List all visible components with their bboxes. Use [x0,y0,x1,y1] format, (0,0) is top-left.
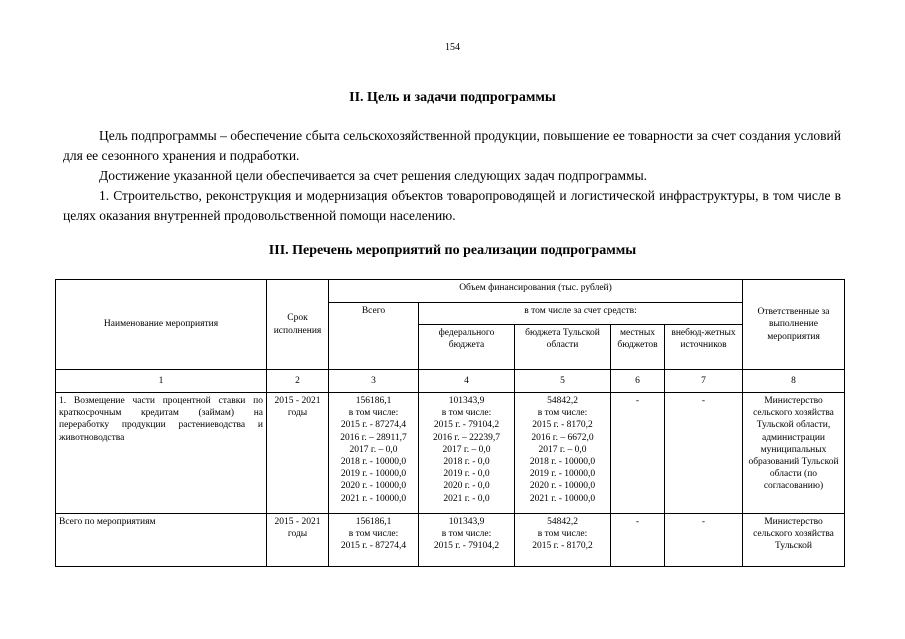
total-total: 156186,1 в том числе: 2015 г. - 87274,4 [329,514,419,567]
header-extra: внебюд-жетных источников [665,325,743,370]
page-number: 154 [445,42,460,53]
measures-table [55,279,845,567]
table-row-total [56,514,845,567]
col-number: 4 [419,370,515,393]
table-row [56,393,845,514]
column-numbers-row [56,370,845,393]
total-extra: - [665,514,743,567]
section-3-title: III. Перечень мероприятий по реализации подпрограммы [268,243,637,258]
measure-name: 1. Возмещение части процентной ставки по краткосрочным кредитам (займам) на переработку продукции растениеводства и животноводства [56,393,267,514]
total-regional: 54842,2 в том числе: 2015 г. - 8170,2 [515,514,611,567]
header-funding: Объем финансирования (тыс. рублей) [329,280,743,303]
measure-local: - [611,393,665,514]
measure-federal: 101343,9 в том числе: 2015 г. - 79104,2 2016 г. – 22239,7 2017 г. – 0,0 2018 г. - 0,0 2019 г. - 0,0 2020 г. - 0,0 2021 г. - 0,0 [419,393,515,514]
section-2-title: II. Цель и задачи подпрограммы [349,90,556,105]
header-term: Срок исполнения [267,280,329,370]
total-responsible: Министерство сельского хозяйства Тульской [743,514,845,567]
col-number: 5 [515,370,611,393]
col-number: 6 [611,370,665,393]
header-federal: федерального бюджета [419,325,515,370]
measure-term: 2015 - 2021 годы [267,393,329,514]
header-name: Наименование мероприятия [56,280,267,370]
total-local: - [611,514,665,567]
measure-responsible: Министерство сельского хозяйства Тульской области, администрации муниципальных образований Тульской области (по согласованию) [743,393,845,514]
total-term: 2015 - 2021 годы [267,514,329,567]
header-row-1 [56,280,845,303]
col-number: 1 [56,370,267,393]
measure-extra: - [665,393,743,514]
goal-paragraph: Цель подпрограммы – обеспечение сбыта сельскохозяйственной продукции, повышение ее товарности за счет создания условий для ее сезонного хранения и подработки. [63,128,841,163]
col-number: 7 [665,370,743,393]
task-1-paragraph: 1. Строительство, реконструкция и модернизация объектов товаропроводящей и логистической инфраструктуры, в том числе в целях оказания внутренней продовольственной помощи населению. [63,188,841,223]
measure-total: 156186,1 в том числе: 2015 г. - 87274,4 2016 г. – 28911,7 2017 г. – 0,0 2018 г. - 10000,0 2019 г. - 10000,0 2020 г. - 10000,0 2021 г. - 10000,0 [329,393,419,514]
total-name: Всего по мероприятиям [56,514,267,567]
header-total: Всего [329,303,419,370]
measure-regional: 54842,2 в том числе: 2015 г. - 8170,2 2016 г. – 6672,0 2017 г. – 0,0 2018 г. - 10000,0 2019 г. - 10000,0 2020 г. - 10000,0 2021 г. - 10000,0 [515,393,611,514]
total-federal: 101343,9 в том числе: 2015 г. - 79104,2 [419,514,515,567]
header-regional: бюджета Тульской области [515,325,611,370]
tasks-intro-paragraph: Достижение указанной цели обеспечивается за счет решения следующих задач подпрограммы. [99,168,648,183]
header-including: в том числе за счет средств: [419,303,743,325]
col-number: 2 [267,370,329,393]
col-number: 3 [329,370,419,393]
header-responsible: Ответственные за выполнение мероприятия [743,280,845,370]
header-local: местных бюджетов [611,325,665,370]
col-number: 8 [743,370,845,393]
